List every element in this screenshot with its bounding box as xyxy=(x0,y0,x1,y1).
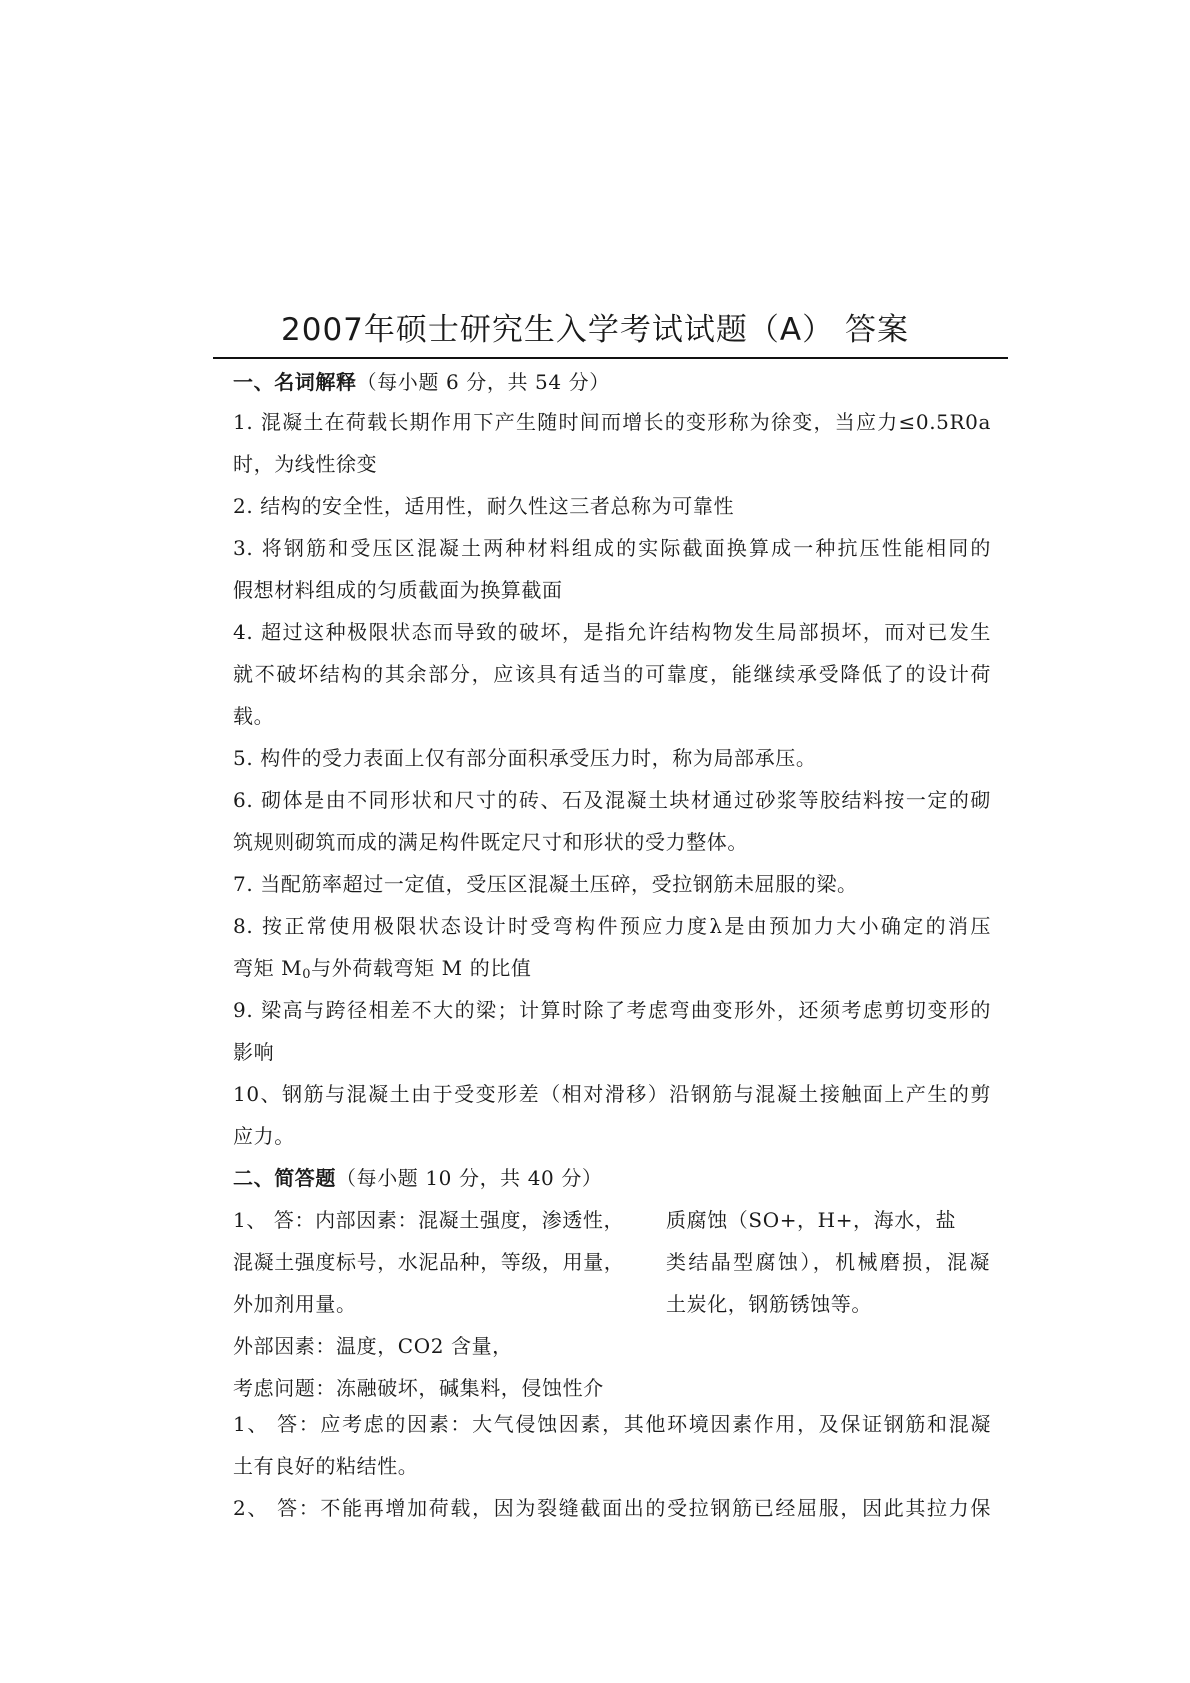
answer-line: 考虑问题：冻融破坏，碱集料，侵蚀性介 xyxy=(233,1376,604,1400)
moment-ratio-text: 与外荷载弯矩 M 的比值 xyxy=(311,956,532,980)
section-1-title: 一、名词解释 xyxy=(233,370,357,394)
answer-line: 4. 超过这种极限状态而导致的破坏，是指允许结构物发生局部损坏，而对已发生 xyxy=(233,620,991,644)
answer-line: 载。 xyxy=(233,704,275,728)
answer-line: 2、 答：不能再增加荷载，因为裂缝截面出的受拉钢筋已经屈服，因此其拉力保 xyxy=(233,1496,991,1520)
answer-line xyxy=(233,956,532,980)
answer-line: 7. 当配筋率超过一定值，受压区混凝土压碎，受拉钢筋未屈服的梁。 xyxy=(233,872,858,896)
answer-line: 2. 结构的安全性，适用性，耐久性这三者总称为可靠性 xyxy=(233,494,735,518)
answer-line: 假想材料组成的匀质截面为换算截面 xyxy=(233,578,563,602)
answer-line: 外部因素：温度，CO2 含量， xyxy=(233,1334,513,1358)
document-title: 2007年硕士研究生入学考试试题（A） 答案 xyxy=(281,312,909,348)
answer-line-left-column: 外加剂用量。 xyxy=(233,1292,357,1316)
answer-line: 5. 构件的受力表面上仅有部分面积承受压力时，称为局部承压。 xyxy=(233,746,817,770)
moment-label: 弯矩 M xyxy=(233,956,303,980)
answer-line: 影响 xyxy=(233,1040,275,1064)
answer-line: 1、 答：应考虑的因素：大气侵蚀因素，其他环境因素作用，及保证钢筋和混凝 xyxy=(233,1412,991,1436)
section-1-note: （每小题 6 分，共 54 分） xyxy=(356,370,610,394)
answer-line: 1. 混凝土在荷载长期作用下产生随时间而增长的变形称为徐变，当应力≤0.5R0a xyxy=(233,410,991,434)
answer-line: 8. 按正常使用极限状态设计时受弯构件预应力度λ是由预加力大小确定的消压 xyxy=(233,914,991,938)
answer-line: 土有良好的粘结性。 xyxy=(233,1454,419,1478)
answer-line: 3. 将钢筋和受压区混凝土两种材料组成的实际截面换算成一种抗压性能相同的 xyxy=(233,536,991,560)
moment-subscript: 0 xyxy=(302,967,312,982)
title-rule xyxy=(213,357,1008,359)
answer-line: 筑规则砌筑而成的满足构件既定尺寸和形状的受力整体。 xyxy=(233,830,748,854)
answer-line: 时，为线性徐变 xyxy=(233,452,378,476)
answer-line: 就不破坏结构的其余部分，应该具有适当的可靠度，能继续承受降低了的设计荷 xyxy=(233,662,991,686)
section-2-title: 二、简答题 xyxy=(233,1166,336,1190)
answer-line: 6. 砌体是由不同形状和尺寸的砖、石及混凝土块材通过砂浆等胶结料按一定的砌 xyxy=(233,788,991,812)
section-heading-2 xyxy=(233,1166,603,1190)
answer-line-right-column: 质腐蚀（SO+，H+，海水，盐 xyxy=(666,1208,957,1232)
section-2-note: （每小题 10 分，共 40 分） xyxy=(336,1166,603,1190)
answer-line: 10、钢筋与混凝土由于受变形差（相对滑移）沿钢筋与混凝土接触面上产生的剪 xyxy=(233,1082,991,1106)
answer-line: 应力。 xyxy=(233,1124,295,1148)
answer-line: 9. 梁高与跨径相差不大的梁；计算时除了考虑弯曲变形外，还须考虑剪切变形的 xyxy=(233,998,991,1022)
section-heading-1 xyxy=(233,370,610,394)
answer-line-left-column: 1、 答：内部因素：混凝土强度，渗透性， xyxy=(233,1208,625,1232)
answer-line-right-column: 土炭化，钢筋锈蚀等。 xyxy=(666,1292,872,1316)
answer-line-right-column: 类结晶型腐蚀），机械磨损，混凝 xyxy=(666,1250,990,1274)
answer-line-left-column: 混凝土强度标号，水泥品种，等级，用量， xyxy=(233,1250,625,1274)
